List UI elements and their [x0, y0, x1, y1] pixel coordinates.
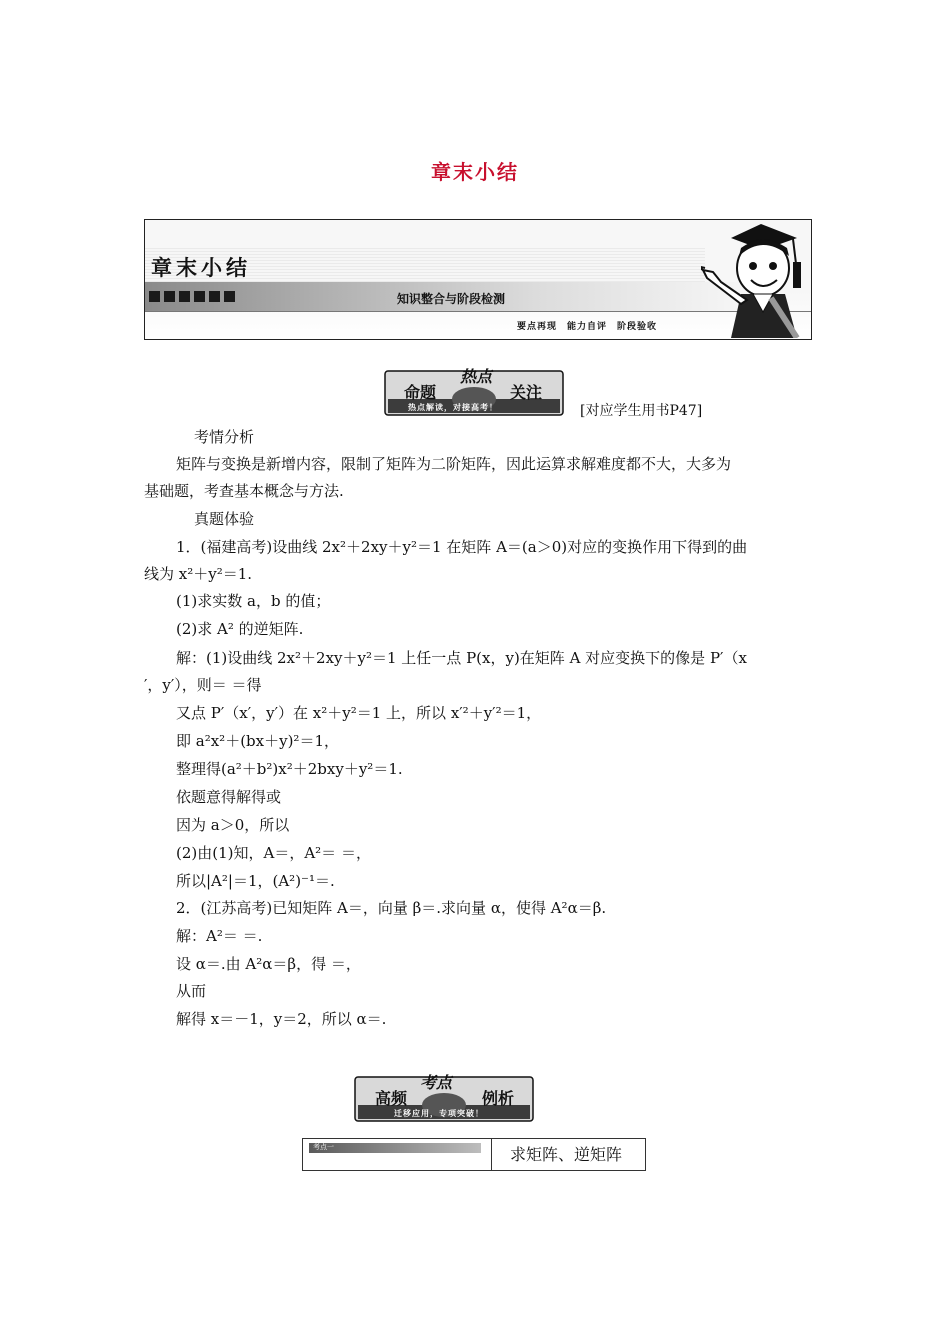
banner-tags: 要点再现 能力自评 阶段验收 — [517, 322, 658, 332]
kaodian-table — [302, 1138, 646, 1171]
badge2-top-text: 考点 — [420, 1073, 453, 1092]
text-line: 解得 x＝－1，y＝2，所以 α＝. — [176, 1010, 387, 1028]
text-line: (2)由(1)知，A＝，A²＝ ＝， — [176, 844, 371, 862]
page-title: 章末小结 — [431, 160, 519, 184]
chapter-banner — [144, 219, 812, 340]
reference-note: [对应学生用书P47] — [580, 403, 703, 419]
text-line: 考情分析 — [194, 428, 255, 446]
kaodian-tag-label: 考点一 — [313, 1143, 334, 1151]
text-line: 整理得(a²＋b²)x²＋2bxy＋y²＝1. — [176, 760, 403, 778]
text-line: (2)求 A² 的逆矩阵. — [176, 620, 304, 638]
badge1-left-text: 命题 — [404, 383, 437, 402]
text-line: 2．(江苏高考)已知矩阵 A＝，向量 β＝.求向量 α，使得 A²α＝β. — [176, 899, 607, 917]
text-line: 1．(福建高考)设曲线 2x²＋2xy＋y²＝1 在矩阵 A＝(a＞0)对应的变换作用下得到的曲 — [176, 538, 748, 556]
kaodian-tag-cell — [303, 1139, 492, 1170]
text-line: ′，y′），则＝ ＝得 — [144, 676, 262, 694]
text-line: 矩阵与变换是新增内容，限制了矩阵为二阶矩阵，因此运算求解难度都不大，大多为 — [176, 455, 732, 473]
text-line: 解：A²＝ ＝. — [176, 927, 263, 945]
text-line: 因为 a＞0，所以 — [176, 816, 290, 834]
text-line: 线为 x²＋y²＝1. — [144, 565, 253, 583]
text-line: 即 a²x²＋(bx＋y)²＝1， — [176, 732, 339, 750]
text-line: 从而 — [176, 982, 207, 1000]
badge2-left-text: 高频 — [375, 1089, 408, 1108]
kaodian-tag — [309, 1143, 481, 1153]
graduate-mascot-icon — [701, 222, 809, 338]
badge1-right-text: 关注 — [510, 383, 543, 402]
text-line: (1)求实数 a，b 的值； — [176, 592, 331, 610]
banner-subtitle: 知识整合与阶段检测 — [397, 292, 506, 306]
kaodian-title: 求矩阵、逆矩阵 — [510, 1145, 623, 1164]
text-line: 设 α＝.由 A²α＝β，得 ＝， — [176, 955, 361, 973]
badge1-top-text: 热点 — [460, 367, 493, 386]
banner-title: 章末小结 — [151, 256, 251, 280]
text-line: 基础题，考查基本概念与方法. — [144, 482, 344, 500]
banner-squares — [149, 291, 235, 302]
badge2-subtitle: 迁移应用，专项突破！ — [394, 1109, 484, 1118]
text-line: 真题体验 — [194, 510, 255, 528]
text-line: 所以|A²|＝1，(A²)⁻¹＝. — [176, 872, 335, 890]
badge1-subtitle: 热点解读，对接高考！ — [408, 403, 498, 412]
text-line: 解：(1)设曲线 2x²＋2xy＋y²＝1 上任一点 P(x，y)在矩阵 A 对应变换下的像是 P′（x — [176, 649, 747, 667]
text-line: 依题意得解得或 — [176, 788, 282, 806]
badge2-right-text: 例析 — [482, 1089, 515, 1108]
text-line: 又点 P′（x′，y′）在 x²＋y²＝1 上，所以 x′²＋y′²＝1， — [176, 704, 542, 722]
